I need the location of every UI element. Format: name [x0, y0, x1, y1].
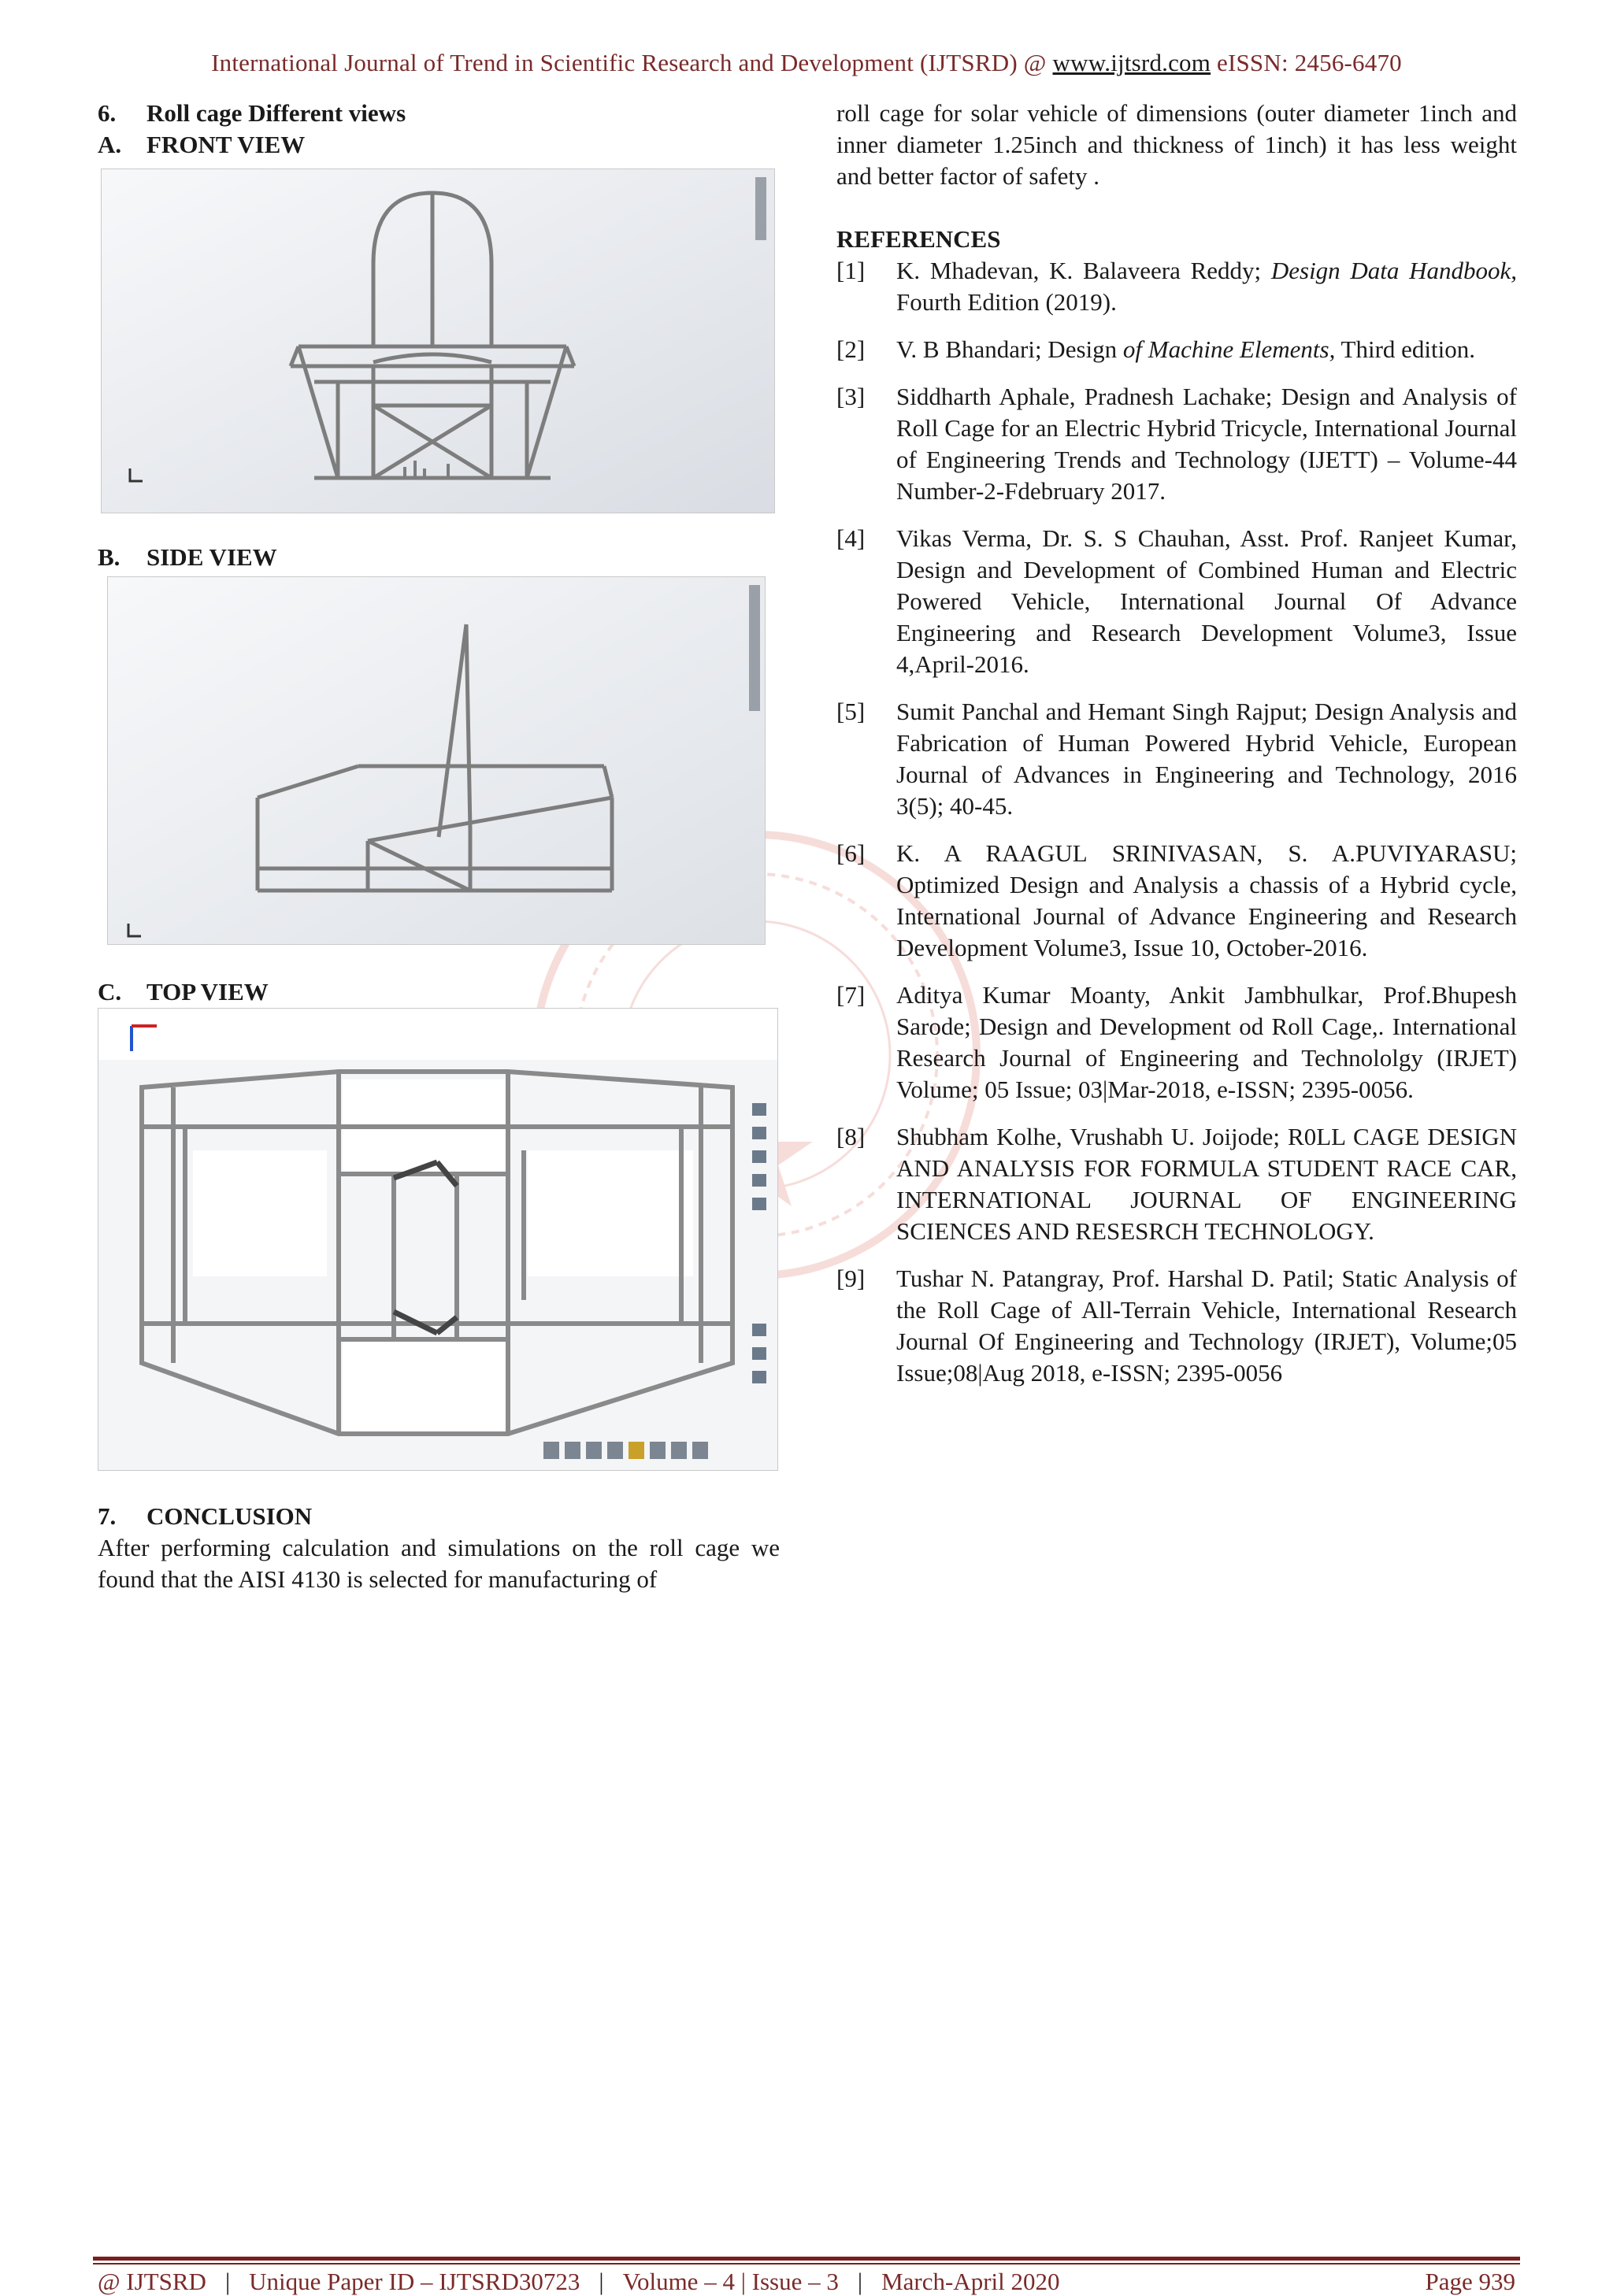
reference-text-part: Fourth Edition (2019).	[896, 288, 1117, 316]
reference-number: [7]	[836, 981, 866, 1009]
reference-number: [3]	[836, 383, 866, 410]
reference-number: [1]	[836, 257, 866, 284]
running-footer	[98, 2268, 1515, 2296]
footer-rule-thin	[93, 2263, 1520, 2265]
reference-item	[836, 1121, 1517, 1247]
side-view-roll-cage-drawing	[108, 577, 765, 944]
reference-title-italic: of Machine Elements,	[1122, 335, 1336, 363]
section-7-heading: 7. CONCLUSION	[98, 1502, 313, 1530]
reference-text	[896, 696, 1517, 822]
front-view-figure	[101, 168, 775, 513]
footer-date: March-April 2020	[881, 2268, 1060, 2295]
left-column-c	[98, 976, 780, 1008]
reference-number: [5]	[836, 698, 866, 725]
reference-text	[896, 1263, 1517, 1389]
journal-url-link[interactable]: www.ijtsrd.com	[1052, 49, 1211, 76]
reference-text-part: Vikas Verma, Dr. S. S Chauhan, Asst. Prof. Ranjeet Kumar, Design and Development of Combined Human and Electric Powered Vehicle, International Journal Of Advance Engineering and Research Development Volume3, Issue 4,April-2016.	[896, 524, 1517, 678]
reference-item	[836, 980, 1517, 1105]
reference-item	[836, 334, 1517, 365]
conclusion-block	[98, 1501, 780, 1595]
reference-item	[836, 381, 1517, 507]
conclusion-text-right: roll cage for solar vehicle of dimensions (outer diameter 1inch and inner diameter 1.25inch and thickness of 1inch) it has less weight and better factor of safety .	[836, 99, 1517, 190]
top-view-roll-cage-drawing	[98, 1009, 777, 1470]
reference-number: [8]	[836, 1123, 866, 1150]
reference-text	[896, 1121, 1517, 1247]
reference-item	[836, 255, 1517, 318]
reference-text-part: K. Mhadevan, K. Balaveera Reddy;	[896, 257, 1271, 284]
reference-number: [6]	[836, 839, 866, 867]
reference-text-part: V. B Bhandari; Design	[896, 335, 1123, 363]
reference-text-part: Tushar N. Patangray, Prof. Harshal D. Patil; Static Analysis of the Roll Cage of All-Terrain Vehicle, International Research Journal Of Engineering and Technology (IRJET), Volume;05 Issue;08|Aug 2018, e-ISSN; 2395-0056	[896, 1265, 1517, 1387]
reference-text	[896, 980, 1517, 1105]
reference-item	[836, 838, 1517, 964]
footer-separator: |	[224, 2268, 231, 2295]
footer-rule-thick	[93, 2257, 1520, 2261]
reference-item	[836, 696, 1517, 822]
front-view-roll-cage-drawing	[102, 169, 774, 513]
subsection-a-heading: A. FRONT VIEW	[98, 131, 306, 158]
reference-item	[836, 523, 1517, 680]
reference-text	[896, 523, 1517, 680]
conclusion-text-left: After performing calculation and simulations on the roll cage we found that the AISI 4130 is selected for manufacturing of	[98, 1534, 780, 1593]
left-column	[98, 98, 780, 161]
left-column-b	[98, 542, 780, 573]
reference-text-part: Sumit Panchal and Hemant Singh Rajput; Design Analysis and Fabrication of Human Powered Hybrid Vehicle, European Journal of Advances in Engineering and Technology, 2016 3(5); 40-45.	[896, 698, 1517, 820]
reference-text-part: Third edition.	[1335, 335, 1476, 363]
running-header	[0, 49, 1613, 77]
subsection-b-heading: B. SIDE VIEW	[98, 543, 277, 571]
references-heading: REFERENCES	[836, 225, 1001, 253]
section-6-heading: 6. Roll cage Different views	[98, 99, 406, 127]
reference-text	[896, 381, 1517, 507]
footer-separator: |	[599, 2268, 604, 2295]
footer-publisher: @ IJTSRD	[98, 2268, 206, 2295]
reference-text-part: Siddharth Aphale, Pradnesh Lachake; Design and Analysis of Roll Cage for an Electric Hybrid Tricycle, International Journal of Engineering Trends and Technology (IJETT) – Volume-44 Number-2-Fdebruary 2017.	[896, 383, 1517, 505]
reference-text	[896, 255, 1517, 318]
footer-separator: |	[857, 2268, 863, 2295]
reference-text	[896, 838, 1517, 964]
reference-text	[896, 334, 1517, 365]
reference-text-part: Shubham Kolhe, Vrushabh U. Joijode; R0LL CAGE DESIGN AND ANALYSIS FOR FORMULA STUDENT RACE CAR, INTERNATIONAL JOURNAL OF ENGINEERING SCIENCES AND RESESRCH TECHNOLOGY.	[896, 1123, 1517, 1245]
footer-paper-id: Unique Paper ID – IJTSRD30723	[249, 2268, 580, 2295]
footer-volume-issue: Volume – 4 | Issue – 3	[622, 2268, 839, 2295]
reference-number: [4]	[836, 524, 866, 552]
reference-number: [2]	[836, 335, 866, 363]
footer-page-number: Page 939	[1425, 2268, 1515, 2295]
journal-name: International Journal of Trend in Scientific Research and Development (IJTSRD) @	[211, 49, 1053, 76]
reference-text-part: Aditya Kumar Moanty, Ankit Jambhulkar, Prof.Bhupesh Sarode; Design and Development od Roll Cage,. International Research Journal of Engineering and Technololgy (IRJET) Volume; 05 Issue; 03|Mar-2018, e-ISSN; 2395-0056.	[896, 981, 1517, 1103]
subsection-c-heading: C. TOP VIEW	[98, 978, 269, 1005]
journal-issn: eISSN: 2456-6470	[1211, 49, 1402, 76]
side-view-figure	[107, 576, 766, 945]
references-list	[836, 255, 1517, 1389]
reference-title-italic: Design Data Handbook,	[1270, 257, 1517, 284]
right-column	[836, 98, 1517, 1405]
top-view-figure	[98, 1008, 778, 1471]
reference-item	[836, 1263, 1517, 1389]
reference-number: [9]	[836, 1265, 866, 1292]
reference-text-part: K. A RAAGUL SRINIVASAN, S. A.PUVIYARASU; Optimized Design and Analysis a chassis of a Hybrid cycle, International Journal of Advance Engineering and Research Development Volume3, Issue 10, October-2016.	[896, 839, 1517, 961]
